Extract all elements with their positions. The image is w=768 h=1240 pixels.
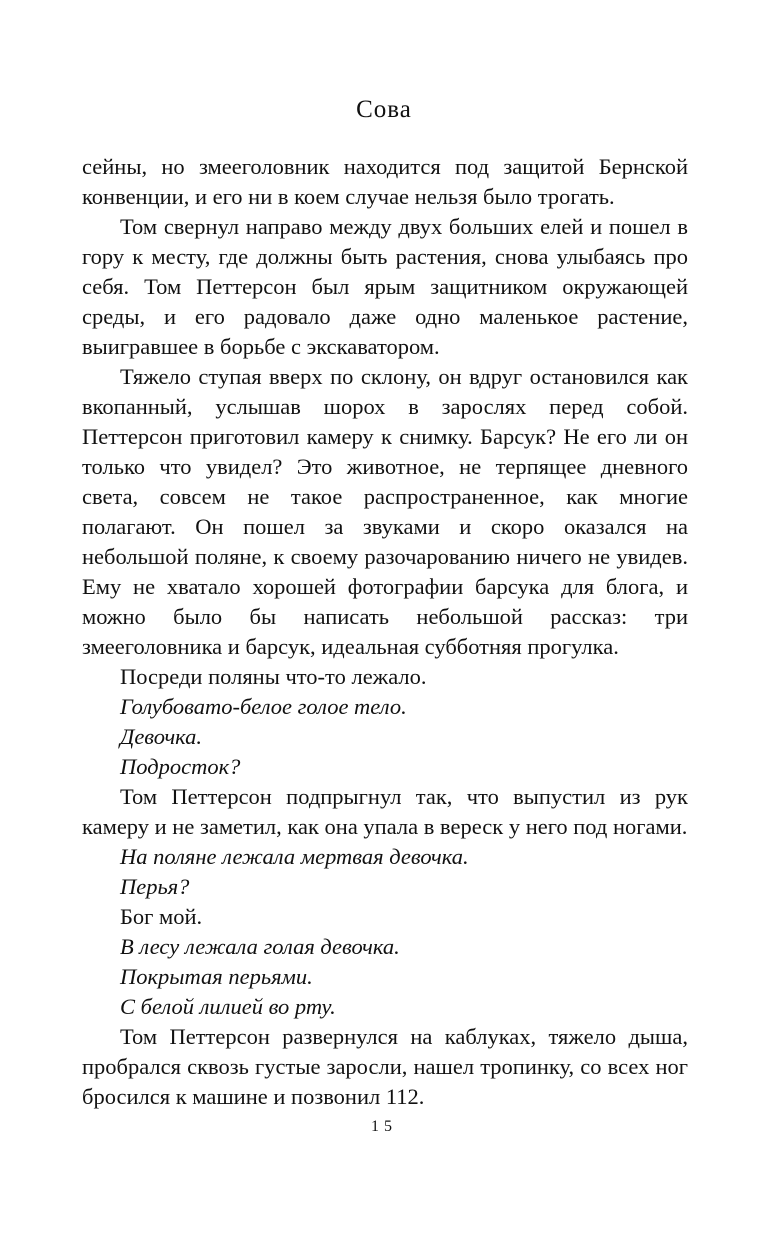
paragraph-italic: В лесу лежала голая девочка. xyxy=(120,934,400,959)
paragraph: Том Петтерсон подпрыгнул так, что выпустил из рук камеру и не заметил, как она упала в вереск у него под ногами. xyxy=(82,784,688,839)
paragraph-italic: Подросток? xyxy=(120,754,241,779)
paragraph-italic: С белой лилией во рту. xyxy=(120,994,336,1019)
paragraph: Том Петтерсон развернулся на каблуках, тяжело дыша, пробрался сквозь густые заросли, нашел тропинку, со всех ног бросился к машине и позвонил 112. xyxy=(82,1024,688,1109)
paragraph-italic: На поляне лежала мертвая девочка. xyxy=(120,844,469,869)
body-text xyxy=(82,152,688,1112)
paragraph-italic: Покрытая перьями. xyxy=(120,964,313,989)
paragraph: сейны, но змееголовник находится под защитой Бернской конвенции, и его ни в коем случае нельзя было трогать. xyxy=(82,154,688,209)
paragraph-italic: Девочка. xyxy=(120,724,203,749)
paragraph: Том свернул направо между двух больших елей и пошел в гору к месту, где должны быть растения, снова улыбаясь про себя. Том Петтерсон был ярым защитником окружающей среды, и его радовало даже одно маленькое растение, выигравшее в борьбе с экскаватором. xyxy=(82,214,688,359)
page-number: 15 xyxy=(371,1118,397,1135)
chapter-title: Сова xyxy=(356,96,412,123)
paragraph: Бог мой. xyxy=(120,904,203,929)
paragraph-italic: Перья? xyxy=(120,874,190,899)
paragraph: Тяжело ступая вверх по склону, он вдруг остановился как вкопанный, услышав шорох в зарослях перед собой. Петтерсон приготовил камеру к снимку. Барсук? Не его ли он только что увидел? Это животное, не терпящее дневного света, совсем не такое распространенное, как многие полагают. Он пошел за звуками и скоро оказался на небольшой поляне, к своему разочарованию ничего не увидев. Ему не хватало хорошей фотографии барсука для блога, и можно было бы написать небольшой рассказ: три змееголовника и барсук, идеальная субботняя прогулка. xyxy=(82,364,688,659)
paragraph: Посреди поляны что-то лежало. xyxy=(120,664,427,689)
paragraph-italic: Голубовато-белое голое тело. xyxy=(120,694,407,719)
